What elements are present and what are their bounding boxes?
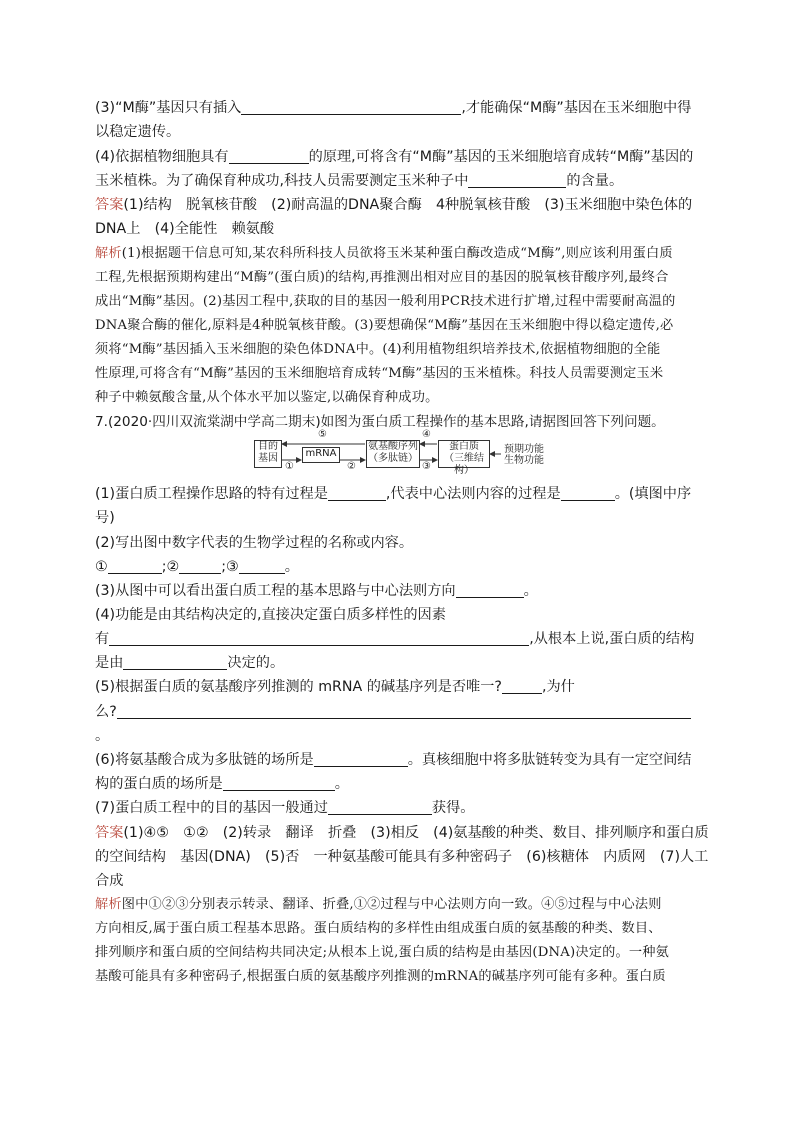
q7-part7: (7)蛋白质工程中的目的基因一般通过 获得。 [95,800,475,816]
answer-blank [241,98,461,115]
diagram-box-amino-acid-sequence: 氨基酸序列 （多肽链） [366,440,420,468]
q7-explanation-line: 方向相反,属于蛋白质工程基本思路。蛋白质结构的多样性由组成蛋白质的氨基酸的种类、数目、 [95,921,662,936]
answer-blank [502,677,542,694]
q7-part2-line2: ① ;② ;③ 。 [95,559,299,575]
diagram-step-2: ② [347,461,356,472]
q7-part5-line2: 么? [95,700,691,724]
answer-blank [456,581,524,598]
explanation-label: 解析 [95,246,122,261]
diagram-box-protein: 蛋白质 （三维结构） [438,440,490,468]
q7-part1-line2: 号) [95,510,115,526]
diagram-step-4: ④ [422,429,431,440]
diagram-step-5: ⑤ [318,429,327,440]
answer-blank [239,557,285,574]
answer-blank [109,629,529,646]
diagram-box-target-gene: 目的 基因 [254,440,282,468]
q6-explanation-line: 性原理,可将含有“M酶”基因的玉米细胞培育成转“M酶”基因的玉米植株。科技人员需要测定玉米 [95,366,664,381]
q6-part4-line2: 玉米植株。为了确保育种成功,科技人员需要测定玉米种子中 的含量。 [95,173,624,189]
q7-part5-line3: 。 [95,728,110,744]
q6-explanation-line: 须将“M酶”基因插入玉米细胞的染色体DNA中。(4)利用植物组织培养技术,依据植物细胞的全能 [95,342,661,357]
q6-explanation-line: 种子中赖氨酸含量,从个体水平加以鉴定,以确保育种成功。 [95,390,439,405]
answer-blank [123,653,227,670]
q6-explanation-line: 成出“M酶”基因。(2)基因工程中,获取的目的基因一般利用PCR技术进行扩增,过程中需要耐高温的 [95,294,676,309]
q6-explanation-line: 解析(1)根据题干信息可知,某农科所科技人员欲将玉米某种蛋白酶改造成“M酶”,则应该利用蛋白质 [95,246,673,261]
answer-blank [328,484,386,501]
q7-part1-line1: (1)蛋白质工程操作思路的特有过程是 ,代表中心法则内容的过程是 。(填图中序 [95,486,692,502]
q7-explanation-line: 解析图中①②③分别表示转录、翻译、折叠,①②过程与中心法则方向一致。④⑤过程与中心法则 [95,897,662,912]
q6-answer-line1: 答案(1)结构 脱氧核苷酸 (2)耐高温的DNA聚合酶 4种脱氧核苷酸 (3)玉米细胞中染色体的 [95,197,693,213]
q7-answer-line3: 合成 [95,873,124,889]
q7-explanation-line: 排列顺序和蛋白质的空间结构共同决定;从根本上说,蛋白质的结构是由基因(DNA)决定的。一种氨 [95,945,670,960]
protein-engineering-diagram [254,429,554,476]
answer-label: 答案 [95,197,124,213]
q6-part3-line2: 以稳定遗传。 [95,124,181,140]
q7-part6-line1: (6)将氨基酸合成为多肽链的场所是 。真核细胞中将多肽链转变为具有一定空间结 [95,752,692,768]
q7-answer-line1: 答案(1)④⑤ ①② (2)转录 翻译 折叠 (3)相反 (4)氨基酸的种类、数目、排列顺序和蛋白质 [95,825,709,841]
answer-blank [328,798,432,815]
diagram-step-1: ① [285,461,294,472]
q7-part3: (3)从图中可以看出蛋白质工程的基本思路与中心法则方向 。 [95,583,538,599]
answer-blank [314,750,408,767]
q7-part5-line1: (5)根据蛋白质的氨基酸序列推测的 mRNA 的碱基序列是否唯一? ,为什 [95,679,575,695]
answer-blank [223,774,335,791]
q7-title: 7.(2020·四川双流棠湖中学高二期末)如图为蛋白质工程操作的基本思路,请据图回答下列问题。 [95,414,665,430]
answer-blank [117,702,691,719]
diagram-function-label: 预期功能 生物功能 [504,444,544,466]
q6-part4-line1: (4)依据植物细胞具有 的原理,可将含有“M酶”基因的玉米细胞培育成转“M酶”基因的 [95,149,694,165]
diagram-box-mrna: mRNA [302,447,340,463]
answer-blank [179,557,221,574]
answer-blank [468,171,566,188]
q7-part4-line1: (4)功能是由其结构决定的,直接决定蛋白质多样性的因素 [95,607,446,623]
explanation-label: 解析 [95,897,122,912]
diagram-step-3: ③ [422,461,431,472]
q6-part3-line1: (3)“M酶”基因只有插入 ,才能确保“M酶”基因在玉米细胞中得 [95,100,692,116]
q7-part6-line2: 构的蛋白质的场所是 。 [95,776,349,792]
answer-label: 答案 [95,825,124,841]
q6-answer-line2: DNA上 (4)全能性 赖氨酸 [95,221,275,237]
q6-explanation-line: DNA聚合酶的催化,原料是4种脱氧核苷酸。(3)要想确保“M酶”基因在玉米细胞中得以稳定遗传,必 [95,318,674,333]
answer-blank [561,484,615,501]
answer-blank [229,147,309,164]
q7-explanation-line: 基酸可能具有多种密码子,根据蛋白质的氨基酸序列推测的mRNA的碱基序列可能有多种。蛋白质 [95,969,666,984]
q6-explanation-line: 工程,先根据预期构建出“M酶”(蛋白质)的结构,再推测出相对应目的基因的脱氧核苷酸序列,最终合 [95,270,669,285]
q7-part2-line1: (2)写出图中数字代表的生物学过程的名称或内容。 [95,535,414,551]
answer-blank [108,557,162,574]
q7-part4-line3: 是由 决定的。 [95,655,285,671]
q7-answer-line2: 的空间结构 基因(DNA) (5)否 一种氨基酸可能具有多种密码子 (6)核糖体 内质网 (7)人工 [95,849,709,865]
q7-part4-line2: 有 ,从根本上说,蛋白质的结构 [95,631,695,647]
